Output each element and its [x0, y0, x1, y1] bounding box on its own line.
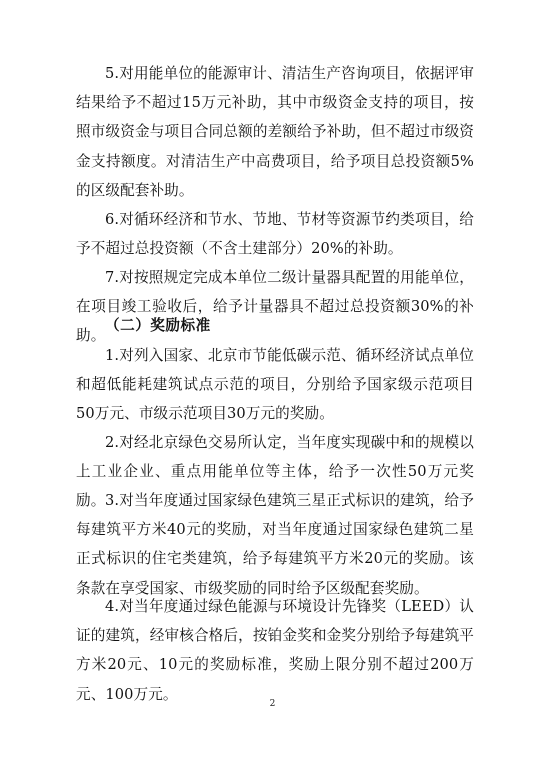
paragraph-1-demonstration-reward: 1.对列入国家、北京市节能低碳示范、循环经济试点单位和超低能耗建筑试点示范的项目，分别给予国家级示范项目50万元、市级示范项目30万元的奖励。 [76, 347, 474, 423]
paragraph-6-circular-economy-subsidy: 6.对循环经济和节水、节地、节材等资源节约类项目，给予不超过总投资额（不含土建部分）20%的补助。 [76, 211, 474, 258]
paragraph-7-metering-subsidy: 7.对按照规定完成本单位二级计量器具配置的用能单位，在项目竣工验收后，给予计量器具不超过总投资额30%的补助。 [76, 269, 474, 345]
page-number: 2 [269, 699, 276, 709]
paragraph-2-carbon-neutral-reward: 2.对经北京绿色交易所认定，当年度实现碳中和的规模以上工业企业、重点用能单位等主体，给予一次性50万元奖励。 [76, 434, 474, 510]
paragraph-4-leed-reward: 4.对当年度通过绿色能源与环境设计先锋奖（LEED）认证的建筑，经审核合格后，按铂金奖和金奖分别给予每建筑平方米20元、10元的奖励标准，奖励上限分别不超过200万元、100万元。 [76, 598, 474, 703]
paragraph-3-green-building-reward: 3.对当年度通过国家绿色建筑三星正式标识的建筑，给予每建筑平方米40元的奖励，对当年度通过国家绿色建筑二星正式标识的住宅类建筑，给予每建筑平方米20元的奖励。该条款在享受国家、市级奖励的同时给予区级配套奖励。 [76, 492, 474, 597]
paragraph-5-energy-audit-subsidy: 5.对用能单位的能源审计、清洁生产咨询项目，依据评审结果给予不超过15万元补助，其中市级资金支持的项目，按照市级资金与项目合同总额的差额给予补助，但不超过市级资金支持额度。对清洁生产中高费项目，给予项目总投资额5%的区级配套补助。 [76, 65, 474, 199]
section-heading-reward-standards: （二）奖励标准 [105, 317, 211, 334]
